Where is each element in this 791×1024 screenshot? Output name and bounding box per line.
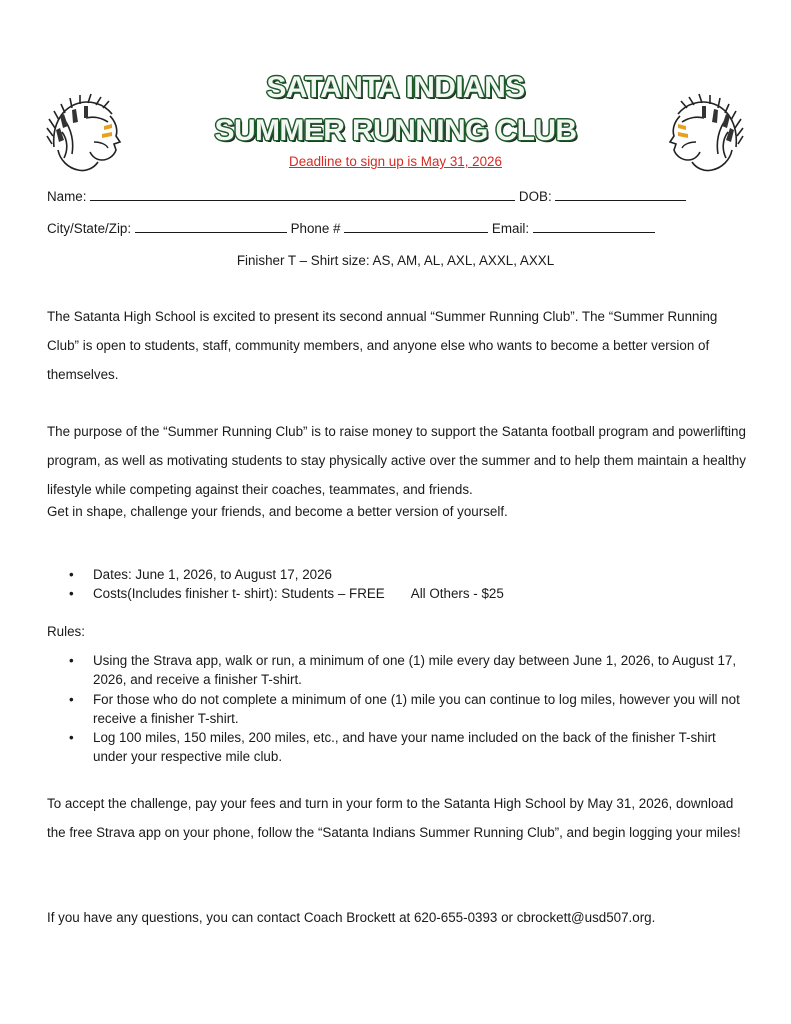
- dob-field[interactable]: [555, 188, 686, 201]
- bullet-icon: •: [69, 730, 74, 746]
- phone-field[interactable]: [344, 220, 488, 233]
- rule-item: • For those who do not complete a minimum of one (1) mile you can continue to log miles, however you will not receive a finisher T-shirt.: [69, 691, 740, 726]
- name-field[interactable]: [90, 188, 515, 201]
- email-label: Email:: [491, 221, 530, 236]
- bullet-icon: •: [69, 586, 74, 602]
- phone-label: Phone #: [290, 221, 341, 236]
- list-item-costs: • Costs(Includes finisher t- shirt): Students – FREE All Others - $25: [47, 584, 742, 603]
- title-line-2: SUMMER RUNNING CLUB: [214, 114, 577, 147]
- details-list: [47, 565, 742, 604]
- rules-heading: Rules:: [47, 624, 85, 639]
- title-line-1: SATANTA INDIANS: [266, 71, 525, 104]
- city-state-zip-label: City/State/Zip:: [47, 221, 132, 236]
- contact-info: If you have any questions, you can contact Coach Brockett at 620-655-0393 or cbrockett@usd507.org.: [47, 910, 656, 925]
- email-field[interactable]: [533, 220, 655, 233]
- rule-item: • Log 100 miles, 150 miles, 200 miles, etc., and have your name included on the back of the finisher T-shirt under your respective mile club.: [69, 730, 716, 765]
- bullet-icon: •: [69, 653, 74, 668]
- name-dob-row: [47, 188, 686, 204]
- bullet-icon: •: [69, 691, 74, 707]
- rules-list: [47, 651, 742, 767]
- dob-label: DOB:: [518, 189, 552, 204]
- intro-paragraph-1: The Satanta High School is excited to present its second annual “Summer Running Club”. The “Summer Running Club” is open to students, staff, community members, and anyone else who wants to become a better version of themselves.: [47, 309, 718, 382]
- city-state-zip-field[interactable]: [135, 220, 287, 233]
- intro-paragraph-2: The purpose of the “Summer Running Club” is to raise money to support the Satanta football program and powerlifting program, as well as motivating students to stay physically active over the summer and to help them maintain a healthy lifestyle while competing against their coaches, teammates, and friends.: [47, 424, 746, 497]
- signup-deadline: Deadline to sign up is May 31, 2026: [289, 154, 502, 169]
- contact-row: [47, 220, 655, 236]
- intro-paragraph-3: Get in shape, challenge your friends, and become a better version of yourself.: [47, 504, 508, 519]
- list-item-dates: • Dates: June 1, 2026, to August 17, 2026: [47, 565, 742, 584]
- shirt-size-line: Finisher T – Shirt size: AS, AM, AL, AXL, AXXL, AXXL: [236, 253, 555, 268]
- rule-item: • Using the Strava app, walk or run, a minimum of one (1) mile every day between June 1, 2026, to August 17, 2026, and receive a finisher T-shirt.: [69, 653, 737, 688]
- name-label: Name:: [47, 189, 87, 204]
- closing-paragraph: To accept the challenge, pay your fees and turn in your form to the Satanta High School by May 31, 2026, download the free Strava app on your phone, follow the “Satanta Indians Summer Running Club”, and begin logging your miles!: [47, 796, 741, 840]
- bullet-icon: •: [69, 567, 74, 582]
